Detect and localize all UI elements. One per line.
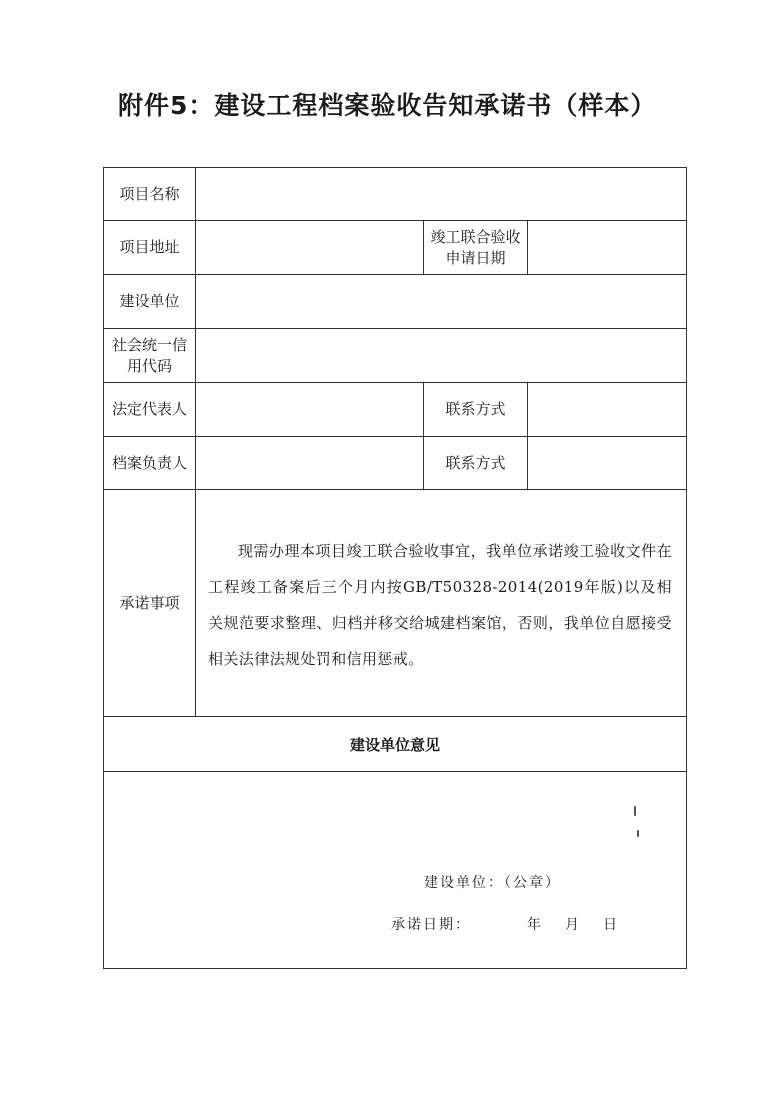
archive-head-field[interactable] bbox=[196, 437, 424, 490]
year-label: 年 bbox=[527, 917, 543, 933]
commit-date-line bbox=[391, 914, 619, 934]
credit-code-label bbox=[104, 329, 196, 383]
scan-mark bbox=[637, 830, 639, 837]
opinion-sign-area[interactable] bbox=[104, 772, 687, 969]
builder-label: 建设单位 bbox=[104, 275, 196, 329]
legal-contact-field[interactable] bbox=[528, 383, 687, 437]
commitment-form-table bbox=[103, 167, 687, 969]
builder-field[interactable] bbox=[196, 275, 687, 329]
row-project-address bbox=[104, 221, 687, 275]
builder-seal-label: 建设单位：（公章） bbox=[424, 875, 561, 891]
row-commitment bbox=[104, 490, 687, 717]
project-address-field[interactable] bbox=[196, 221, 424, 275]
row-credit-code bbox=[104, 329, 687, 383]
archive-head-label: 档案负责人 bbox=[104, 437, 196, 490]
credit-code-label-line1: 社会统一信 bbox=[111, 335, 187, 354]
commit-date-label: 承诺日期： bbox=[391, 917, 471, 933]
project-name-field[interactable] bbox=[196, 168, 687, 221]
row-opinion-sign bbox=[104, 772, 687, 969]
scan-mark bbox=[634, 806, 636, 816]
archive-contact-field[interactable] bbox=[528, 437, 687, 490]
row-legal-rep bbox=[104, 383, 687, 437]
page-title: 附件5：建设工程档案验收告知承诺书（样本） bbox=[118, 91, 657, 120]
legal-rep-label: 法定代表人 bbox=[104, 383, 196, 437]
day-label: 日 bbox=[603, 917, 619, 933]
apply-date-field[interactable] bbox=[528, 221, 687, 275]
apply-date-label bbox=[424, 221, 528, 275]
row-project-name bbox=[104, 168, 687, 221]
commitment-text: 现需办理本项目竣工联合验收事宜，我单位承诺竣工验收文件在工程竣工备案后三个月内按GB/T50328-2014(2019年版)以及相关规范要求整理、归档并移交给城建档案馆，否则，我单位自愿接受相关法律法规处罚和信用惩戒。 bbox=[208, 542, 673, 668]
credit-code-field[interactable] bbox=[196, 329, 687, 383]
apply-date-label-line1: 竣工联合验收 bbox=[430, 227, 521, 246]
opinion-title: 建设单位意见 bbox=[104, 717, 687, 772]
legal-contact-label: 联系方式 bbox=[424, 383, 528, 437]
row-builder bbox=[104, 275, 687, 329]
row-opinion-title bbox=[104, 717, 687, 772]
archive-contact-label: 联系方式 bbox=[424, 437, 528, 490]
month-label: 月 bbox=[565, 917, 581, 933]
apply-date-label-line2: 申请日期 bbox=[445, 248, 506, 267]
legal-rep-field[interactable] bbox=[196, 383, 424, 437]
commitment-body bbox=[196, 490, 687, 717]
credit-code-label-line2: 用代码 bbox=[126, 356, 172, 375]
commitment-label: 承诺事项 bbox=[104, 490, 196, 717]
project-address-label: 项目地址 bbox=[104, 221, 196, 275]
project-name-label: 项目名称 bbox=[104, 168, 196, 221]
row-archive-head bbox=[104, 437, 687, 490]
